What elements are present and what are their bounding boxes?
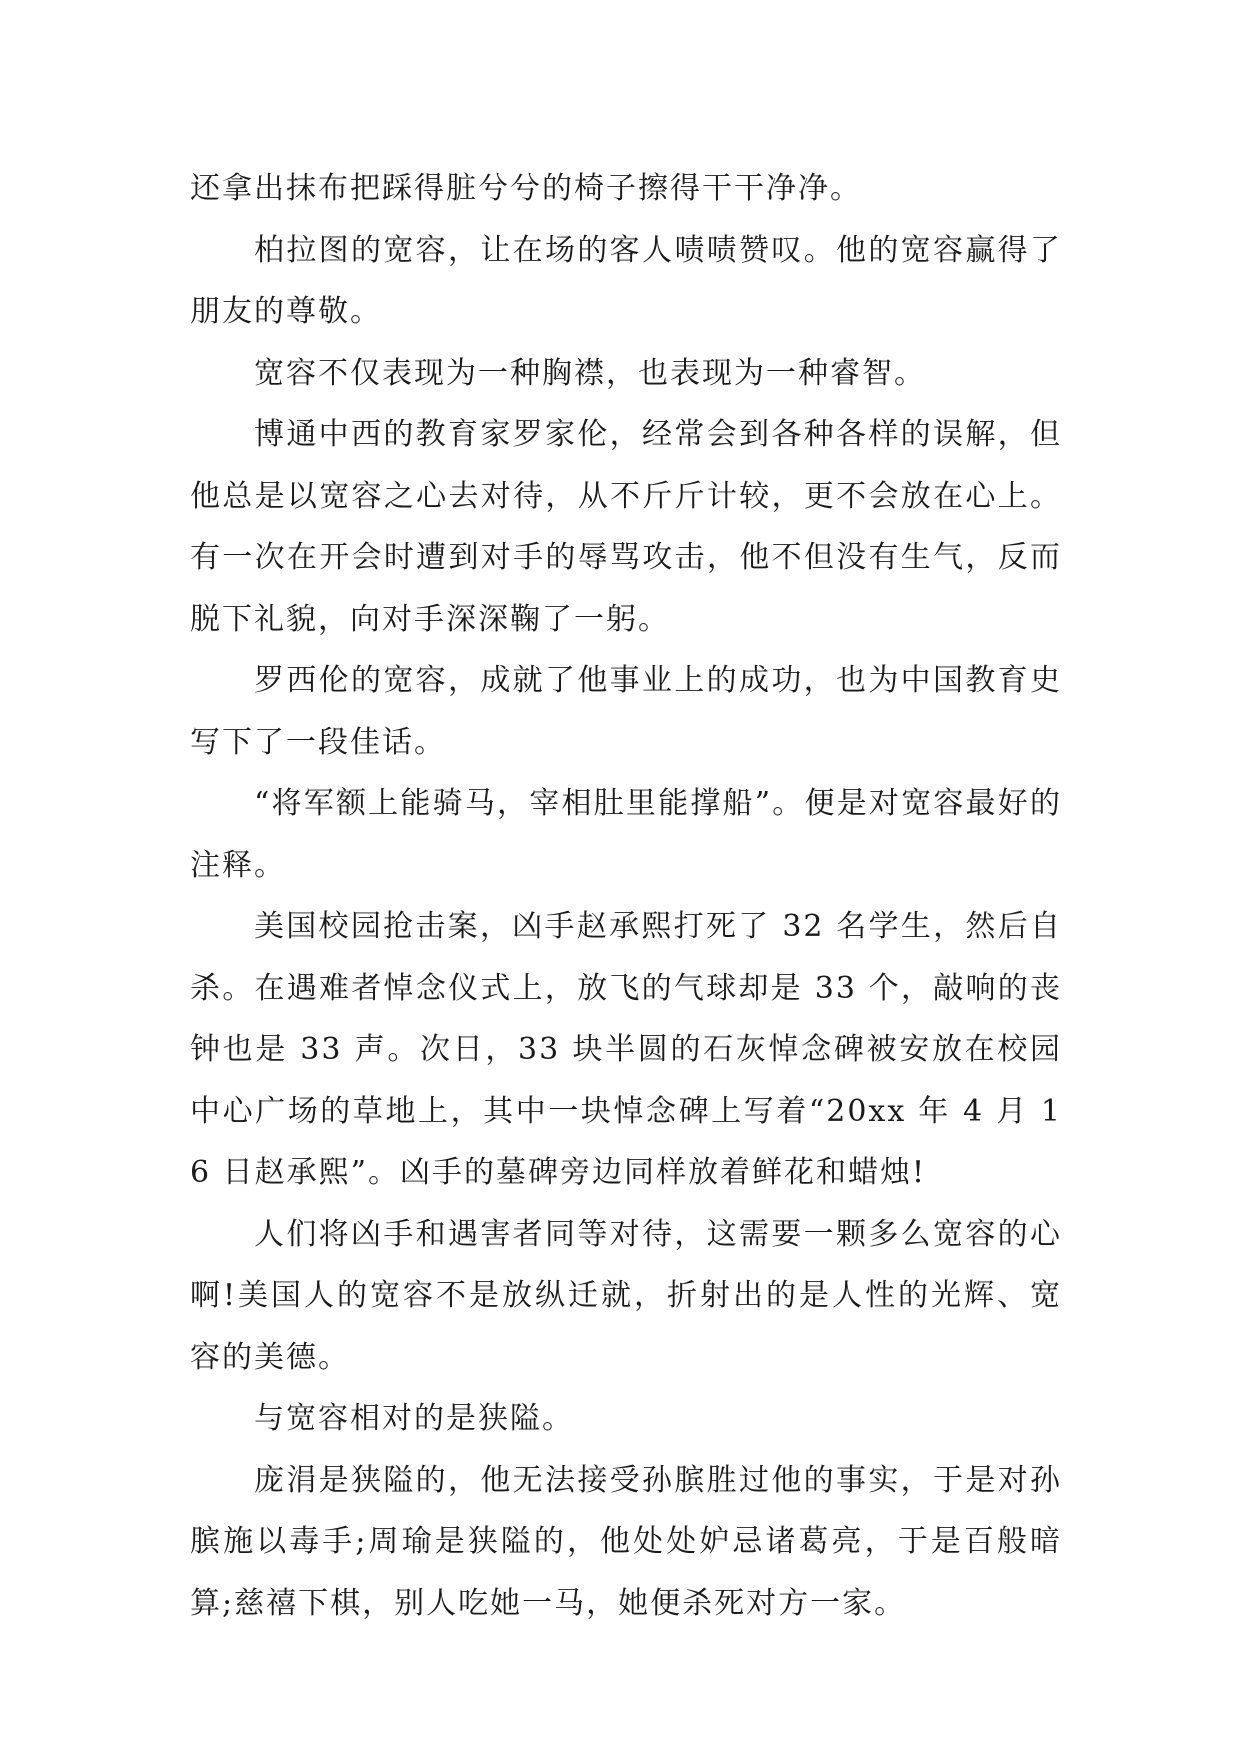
document-body <box>190 158 1062 1634</box>
paragraph-6: “将军额上能骑马，宰相肚里能撑船”。便是对宽容最好的注释。 <box>190 786 1062 883</box>
paragraph-5: 罗西伦的宽容，成就了他事业上的成功，也为中国教育史写下了一段佳话。 <box>190 663 1062 760</box>
paragraph-8: 人们将凶手和遇害者同等对待，这需要一颗多么宽容的心啊!美国人的宽容不是放纵迁就，折射出的是人性的光辉、宽容的美德。 <box>190 1216 1062 1375</box>
paragraph-10: 庞涓是狭隘的，他无法接受孙膑胜过他的事实，于是对孙膑施以毒手;周瑜是狭隘的，他处处妒忌诸葛亮，于是百般暗算;慈禧下棋，别人吃她一马，她便杀死对方一家。 <box>190 1462 1062 1621</box>
paragraph-3: 宽容不仅表现为一种胸襟，也表现为一种睿智。 <box>254 355 926 391</box>
paragraph-2: 柏拉图的宽容，让在场的客人啧啧赞叹。他的宽容赢得了朋友的尊敬。 <box>190 232 1062 329</box>
paragraph-9: 与宽容相对的是狭隘。 <box>254 1401 574 1436</box>
paragraph-4: 博通中西的教育家罗家伦，经常会到各种各样的误解，但他总是以宽容之心去对待，从不斤斤计较，更不会放在心上。有一次在开会时遭到对手的辱骂攻击，他不但没有生气，反而脱下礼貌，向对手深深鞠了一躬。 <box>190 417 1062 637</box>
paragraph-7: 美国校园抢击案，凶手赵承熙打死了 32 名学生，然后自杀。在遇难者悼念仪式上，放飞的气球却是 33 个，敲响的丧钟也是 33 声。次日，33 块半圆的石灰悼念碑被安放在校园中心广场的草地上，其中一块悼念碑上写着“20xx 年 4 月 16 日赵承熙”。凶手的墓碑旁边同样放着鲜花和蜡烛! <box>190 909 1062 1190</box>
paragraph-1: 还拿出抹布把踩得脏兮兮的椅子擦得干干净净。 <box>190 171 862 206</box>
